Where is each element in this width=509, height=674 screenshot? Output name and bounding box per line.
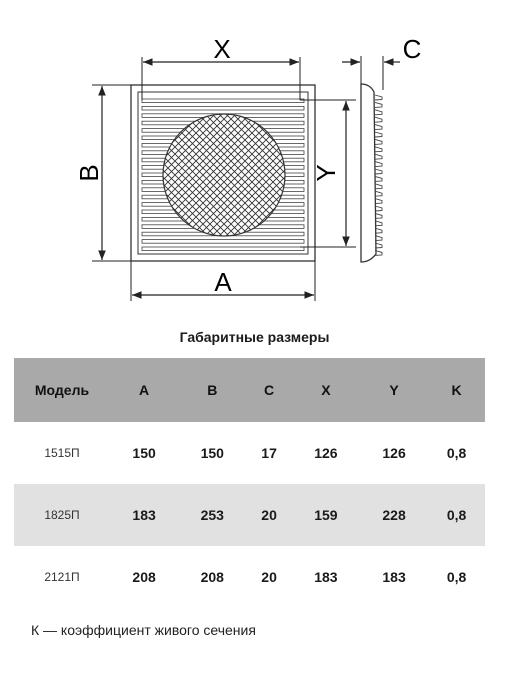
cell-k: 0,8: [446, 445, 467, 461]
dimensions-table: [14, 358, 485, 608]
grille-side-profile: [361, 84, 376, 262]
grille-mesh: [163, 114, 285, 236]
cell-x: 126: [314, 445, 338, 461]
cell-k: 0,8: [428, 484, 485, 546]
cell-b: 150: [200, 445, 224, 461]
table-row: [14, 546, 485, 608]
side-louvre: [375, 147, 382, 152]
table-row: [14, 484, 485, 546]
cell-b: 253: [178, 484, 246, 546]
dim-c-label: C: [402, 34, 422, 64]
header-model: Модель: [14, 358, 110, 422]
dim-x-label: X: [213, 34, 231, 64]
footnote: К — коэффициент живого сечения: [31, 622, 256, 638]
cell-b: 208: [200, 569, 224, 585]
cell-c: 17: [261, 445, 277, 461]
side-louvre: [375, 162, 382, 167]
grille-slat: [142, 99, 304, 103]
cell-y: 183: [382, 569, 406, 585]
cell-a: 208: [132, 569, 156, 585]
dimensions-caption: Габаритные размеры: [179, 329, 330, 345]
header-b: B: [178, 358, 246, 422]
cell-k: 0,8: [446, 569, 467, 585]
side-louvre: [375, 110, 382, 115]
cell-model: 2121П: [44, 570, 80, 584]
side-louvre: [375, 154, 382, 159]
dim-b-label: B: [74, 164, 104, 182]
header-c: C: [246, 358, 291, 422]
dim-y-label: Y: [311, 164, 341, 182]
cell-c: 20: [246, 484, 291, 546]
cell-x: 159: [292, 484, 360, 546]
dim-a-label: A: [214, 267, 232, 297]
cell-a: 150: [132, 445, 156, 461]
side-louvre: [375, 102, 382, 107]
grille-slat: [142, 247, 304, 251]
side-louvre: [375, 199, 382, 204]
side-louvre: [375, 95, 382, 100]
cell-y: 228: [360, 484, 428, 546]
cell-model: 1825П: [14, 484, 110, 546]
side-louvre: [375, 117, 382, 122]
cell-c: 20: [261, 569, 277, 585]
table-row: [14, 422, 485, 484]
cell-model: 1515П: [44, 446, 80, 460]
cell-a: 183: [110, 484, 178, 546]
header-x: X: [292, 358, 360, 422]
cell-y: 126: [382, 445, 406, 461]
grille-slat: [142, 240, 304, 244]
side-louvre: [375, 191, 382, 196]
side-louvre: [375, 125, 382, 130]
cell-x: 183: [314, 569, 338, 585]
header-k: K: [428, 358, 485, 422]
side-louvre: [375, 176, 382, 181]
side-louvre: [375, 169, 382, 174]
grille-drawing: [0, 0, 509, 325]
header-a: A: [110, 358, 178, 422]
side-louvre: [375, 132, 382, 137]
table-header-row: [14, 358, 485, 422]
header-y: Y: [360, 358, 428, 422]
side-louvre: [375, 139, 382, 144]
grille-slat: [142, 106, 304, 110]
side-louvre: [375, 184, 382, 189]
